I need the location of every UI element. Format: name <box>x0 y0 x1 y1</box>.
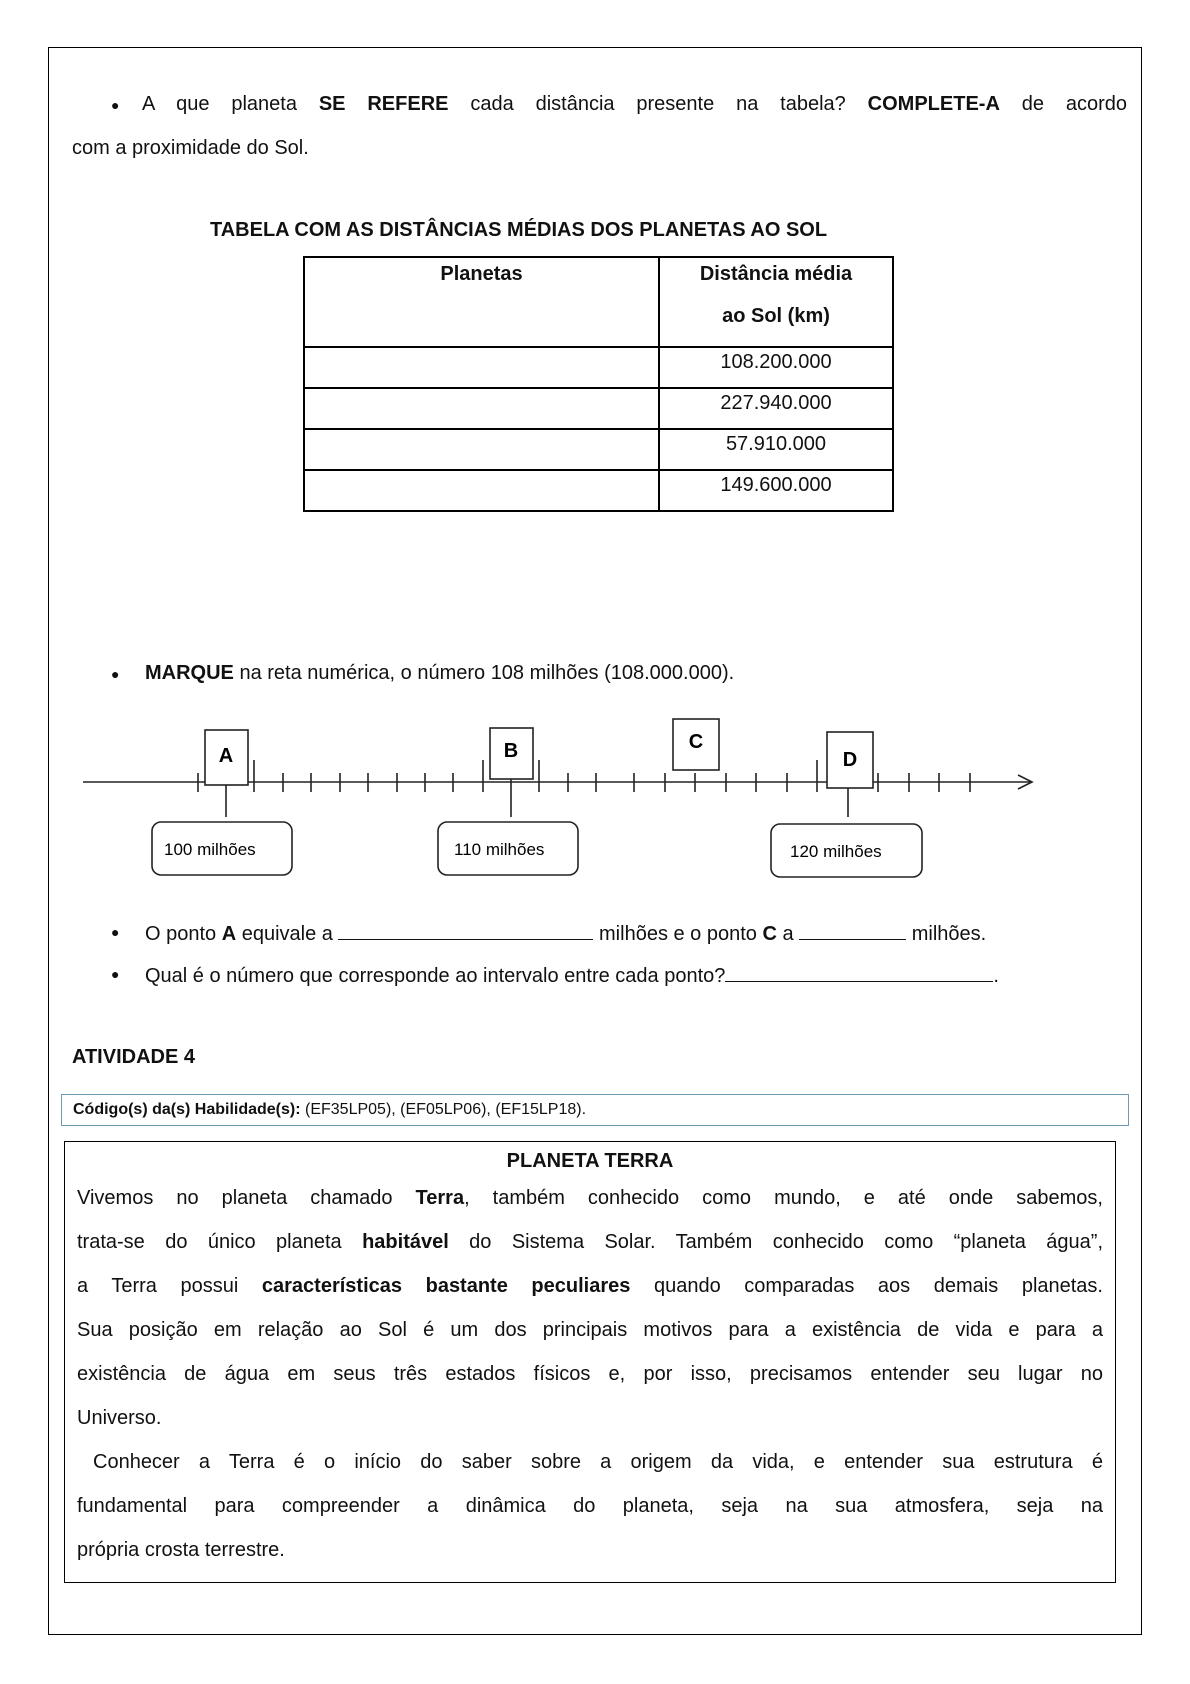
planet-input-cell[interactable] <box>304 470 659 511</box>
planet-input-cell[interactable] <box>304 429 659 470</box>
question-1-line-2: com a proximidade do Sol. <box>72 137 309 159</box>
distance-cell: 149.600.000 <box>659 470 893 511</box>
reading-line: Universo. <box>77 1407 162 1429</box>
reading-line: própria crosta terrestre. <box>77 1539 285 1561</box>
distances-table <box>303 256 894 512</box>
distance-cell: 227.940.000 <box>659 388 893 429</box>
table-title: TABELA COM AS DISTÂNCIAS MÉDIAS DOS PLANETAS AO SOL <box>210 219 828 241</box>
bullet-icon: ● <box>111 97 120 113</box>
reading-box <box>64 1141 1116 1583</box>
skill-codes-box: Código(s) da(s) Habilidade(s): (EF35LP05), (EF05LP06), (EF15LP18). <box>61 1094 1129 1126</box>
svg-text:100 milhões: 100 milhões <box>164 840 256 859</box>
answer-c-blank[interactable] <box>799 921 906 940</box>
point-a <box>205 730 248 785</box>
table-header-row <box>304 257 893 347</box>
point-b <box>490 728 533 779</box>
label-110-milhoes <box>438 822 578 875</box>
svg-text:D: D <box>842 749 858 771</box>
interval-answer-blank[interactable] <box>725 963 993 982</box>
reading-line: Conhecer a Terra é o início do saber sobre a origem da vida, e entender sua estrutura é <box>93 1451 1103 1473</box>
reading-line: fundamental para compreender a dinâmica do planeta, seja na sua atmosfera, seja na <box>77 1495 1103 1517</box>
label-120-milhoes <box>771 824 922 877</box>
svg-text:A: A <box>218 745 234 767</box>
reading-line: Sua posição em relação ao Sol é um dos principais motivos para a existência de vida e para a <box>77 1319 1103 1341</box>
planet-input-cell[interactable] <box>304 347 659 388</box>
reading-line: existência de água em seus três estados físicos e, por isso, precisamos entender seu lugar no <box>77 1363 1103 1385</box>
svg-text:110 milhões: 110 milhões <box>454 840 545 859</box>
reading-title: PLANETA TERRA <box>506 1150 674 1172</box>
bullet-icon: ● <box>111 966 120 982</box>
table-row <box>304 388 893 429</box>
planet-input-cell[interactable] <box>304 388 659 429</box>
question-3: O ponto A equivale a milhões e o ponto C a milhões. <box>145 923 987 945</box>
answer-a-blank[interactable] <box>338 921 593 940</box>
reading-line: Vivemos no planeta chamado Terra, também conhecido como mundo, e até onde sabemos, <box>77 1187 1103 1209</box>
question-1-line-1: A que planeta SE REFERE cada distância presente na tabela? COMPLETE-A de acordo <box>142 93 1128 115</box>
question-2: MARQUE na reta numérica, o número 108 milhões (108.000.000). <box>145 662 735 684</box>
distance-cell: 108.200.000 <box>659 347 893 388</box>
reading-line: trata-se do único planeta habitável do Sistema Solar. Também conhecido como “planeta água”, <box>77 1231 1103 1253</box>
bullet-icon: ● <box>111 924 120 940</box>
table-row <box>304 429 893 470</box>
header-distancia: Distância média ao Sol (km) <box>659 257 893 347</box>
reading-line: a Terra possui características bastante peculiares quando comparadas aos demais planetas. <box>77 1275 1103 1297</box>
question-4: Qual é o número que corresponde ao intervalo entre cada ponto? . <box>145 965 999 987</box>
header-planetas: Planetas <box>304 257 659 347</box>
bullet-icon: ● <box>111 666 120 682</box>
svg-text:C: C <box>688 731 704 753</box>
svg-text:120 milhões: 120 milhões <box>790 842 882 861</box>
label-100-milhoes <box>152 822 292 875</box>
svg-text:B: B <box>503 740 519 762</box>
point-c <box>673 719 719 770</box>
number-line[interactable] <box>0 700 1190 900</box>
table-row <box>304 470 893 511</box>
distance-cell: 57.910.000 <box>659 429 893 470</box>
table-row <box>304 347 893 388</box>
point-d <box>827 732 873 788</box>
activity-title: ATIVIDADE 4 <box>72 1046 195 1068</box>
